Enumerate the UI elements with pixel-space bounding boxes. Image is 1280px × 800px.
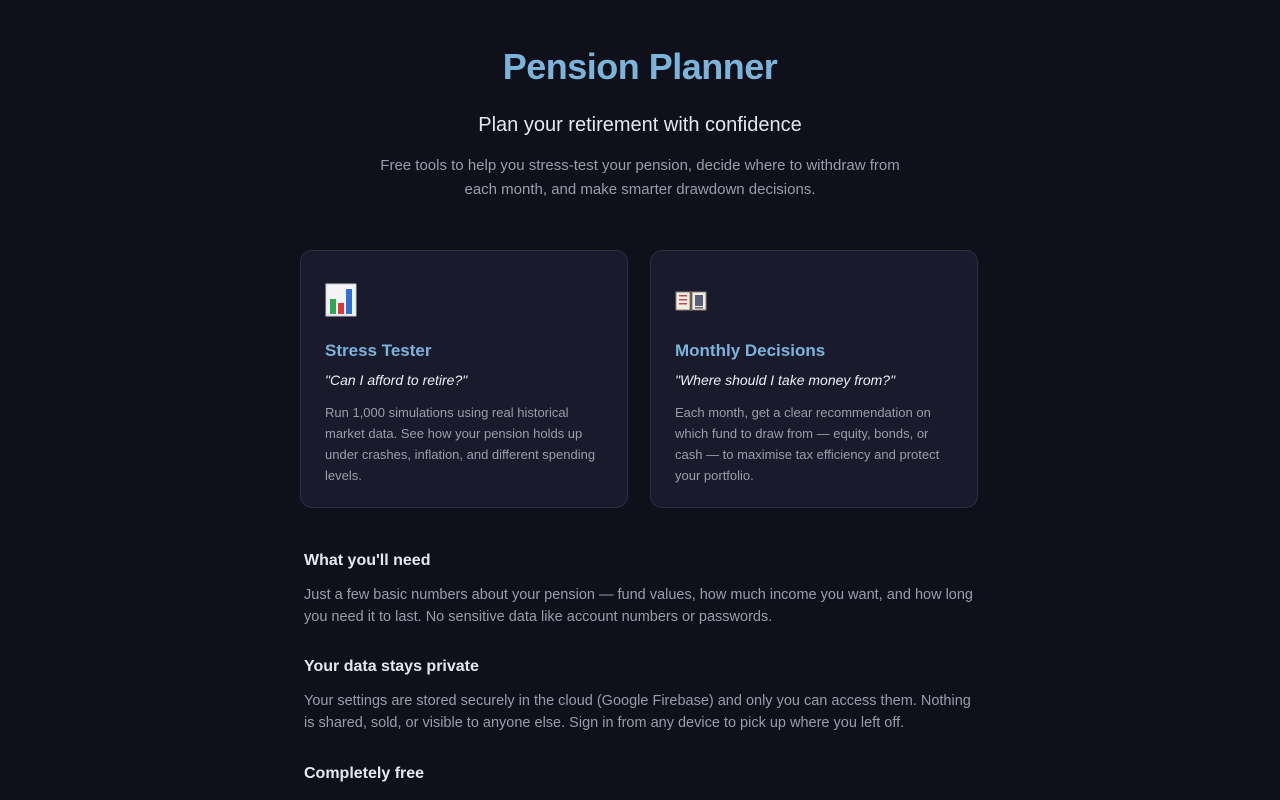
bar-chart-icon: [325, 283, 357, 317]
section-body-privacy: Your settings are stored securely in the cloud (Google Firebase) and only you can access them. Nothing is shared, sold, or visible to anyone else. Sign in from any device to pick up where you left off.: [304, 693, 971, 731]
card-title: Monthly Decisions: [675, 341, 826, 360]
card-quote: "Can I afford to retire?": [325, 372, 468, 388]
page-title: Pension Planner: [502, 46, 778, 87]
monthly-decisions-card[interactable]: [650, 250, 978, 508]
section-heading-privacy: Your data stays private: [304, 658, 479, 675]
section-body-requirements: Just a few basic numbers about your pension — fund values, how much income you want, and how long you need it to last. No sensitive data like account numbers or passwords.: [304, 587, 973, 625]
card-quote: "Where should I take money from?": [675, 372, 896, 388]
card-title: Stress Tester: [325, 341, 432, 360]
section-heading-requirements: What you'll need: [304, 552, 431, 569]
stress-tester-card[interactable]: [300, 250, 628, 508]
ledger-book-icon: [675, 283, 707, 317]
section-heading-free: Completely free: [304, 765, 425, 782]
card-description: Run 1,000 simulations using real historical market data. See how your pension holds up under crashes, inflation, and different spending levels.: [325, 405, 596, 483]
card-description: Each month, get a clear recommendation on which fund to draw from — equity, bonds, or cash — to maximise tax efficiency and protect your portfolio.: [675, 405, 940, 483]
intro-text: Free tools to help you stress-test your pension, decide where to withdraw from each month, and make smarter drawdown decisions.: [380, 157, 900, 198]
page-subtitle: Plan your retirement with confidence: [478, 114, 802, 136]
